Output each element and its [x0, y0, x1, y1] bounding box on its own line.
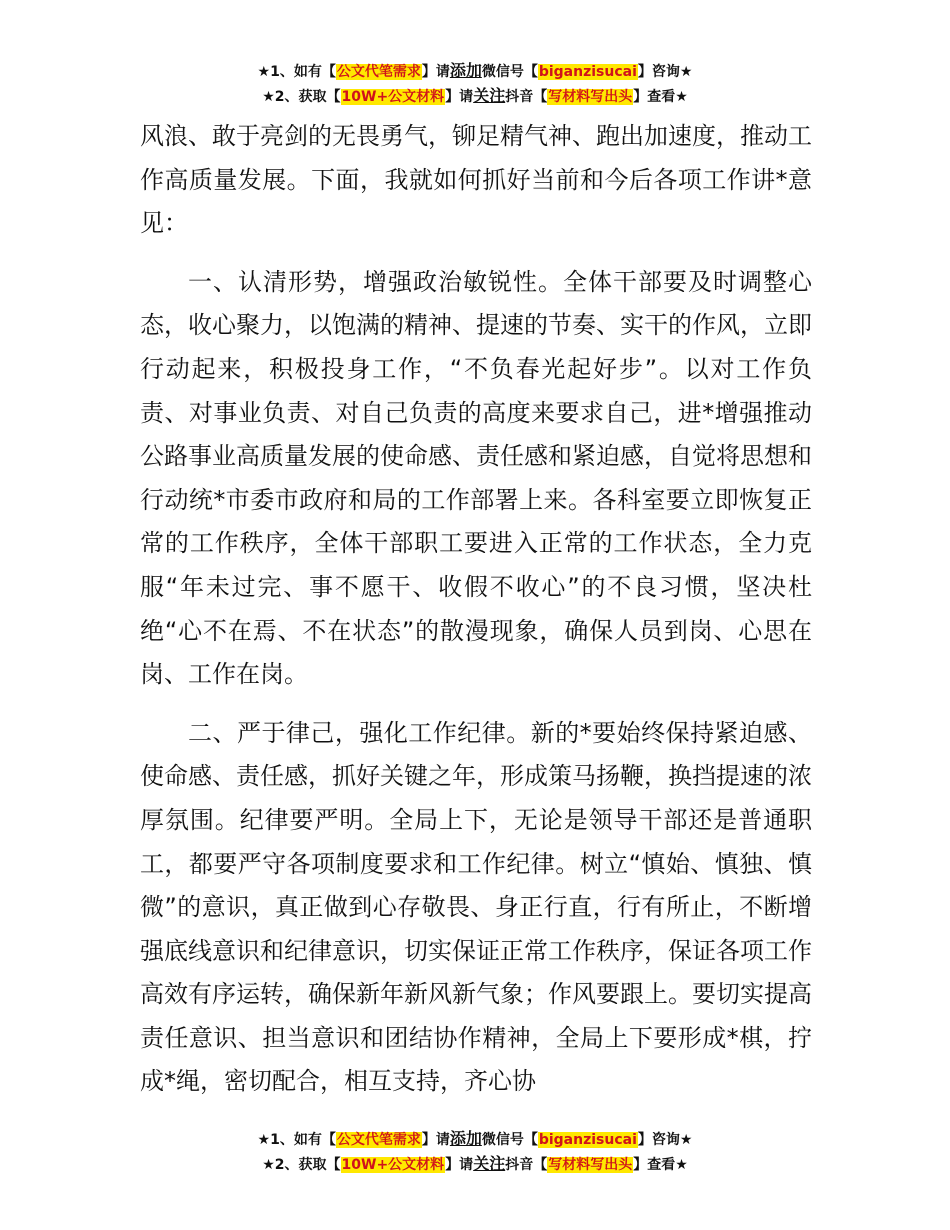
banner-line-2: ★2、获取【10W+公文材料】请关注抖音【写材料写出头】查看★ [262, 1154, 688, 1173]
banner-line-1: ★1、如有【公文代笔需求】请添加微信号【biganzisucai】咨询★ [257, 1129, 693, 1148]
paragraph-intro-continued: 风浪、敢于亮剑的无畏勇气，铆足精气神、跑出加速度，推动工作高质量发展。下面，我就如何抓好当前和今后各项工作讲*意见： [140, 122, 812, 238]
footer-banner [0, 1127, 950, 1177]
document-body [140, 115, 812, 1119]
highlight-douyin-name: 写材料写出头 [548, 1157, 633, 1173]
header-banner [0, 59, 950, 109]
paragraph-section-1: 一、认清形势，增强政治敏锐性。全体干部要及时调整心态，收心聚力，以饱满的精神、提速的节奏、实干的作风，立即行动起来，积极投身工作，“不负春光起好步”。以对工作负责、对事业负责、对自己负责的高度来要求自己，进*增强推动公路事业高质量发展的使命感、责任感和紧迫感，自觉将思想和行动统*市委市政府和局的工作部署上来。各科室要立即恢复正常的工作秩序，全体干部职工要进入正常的工作状态，全力克服“年未过完、事不愿干、收假不收心”的不良习惯，坚决杜绝“心不在焉、不在状态”的散漫现象，确保人员到岗、心思在岗、工作在岗。 [140, 267, 812, 689]
highlight-materials: 10W+公文材料 [341, 1157, 445, 1173]
highlight-wechat-id: biganzisucai [538, 1132, 637, 1148]
highlight-wechat-id: biganzisucai [538, 64, 637, 80]
banner-line-1: ★1、如有【公文代笔需求】请添加微信号【biganzisucai】咨询★ [257, 61, 693, 80]
highlight-materials: 10W+公文材料 [341, 89, 445, 105]
highlight-service: 公文代笔需求 [336, 64, 421, 80]
highlight-service: 公文代笔需求 [336, 1132, 421, 1148]
paragraph-section-2: 二、严于律己，强化工作纪律。新的*要始终保持紧迫感、使命感、责任感，抓好关键之年，形成策马扬鞭，换挡提速的浓厚氛围。纪律要严明。全局上下，无论是领导干部还是普通职工，都要严守各项制度要求和工作纪律。树立“慎始、慎独、慎微”的意识，真正做到心存敬畏、身正行直，行有所止，不断增强底线意识和纪律意识，切实保证正常工作秩序，保证各项工作高效有序运转，确保新年新风新气象；作风要跟上。要切实提高责任意识、担当意识和团结协作精神，全局上下要形成*棋，拧成*绳，密切配合，相互支持，齐心协 [140, 718, 812, 1096]
banner-line-2: ★2、获取【10W+公文材料】请关注抖音【写材料写出头】查看★ [262, 86, 688, 105]
highlight-douyin-name: 写材料写出头 [548, 89, 633, 105]
